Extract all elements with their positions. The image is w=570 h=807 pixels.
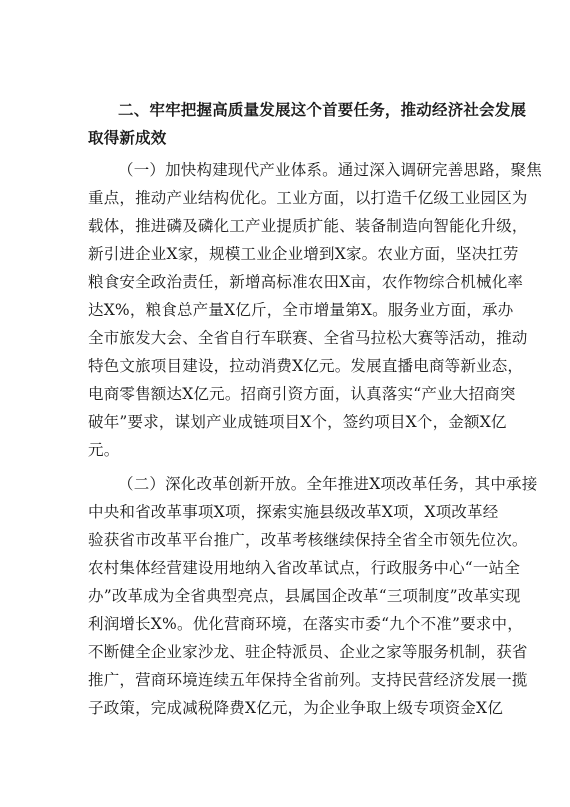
paragraph-line: 全市旅发大会、全省自行车联赛、全省马拉松大赛等活动，推动 — [88, 329, 528, 347]
paragraph-line: 达X%，粮食总产量X亿斤，全市增量第X。服务业方面，承办 — [88, 301, 514, 319]
paragraph-line: （一）加快构建现代产业体系。通过深入调研完善思路，聚焦 — [118, 161, 542, 179]
paragraph-line: 推广，营商环境连续五年保持全省前列。支持民营经济发展一揽 — [88, 671, 528, 689]
paragraph-line: 粮食安全政治责任，新增高标准农田X亩，农作物综合机械化率 — [88, 273, 524, 291]
paragraph-line: 验获省市改革平台推广，改革考核继续保持全省全市领先位次。 — [88, 531, 528, 549]
paragraph-reform-opening — [88, 470, 538, 722]
paragraph-line: 特色文旅项目建设，拉动消费X亿元。发展直播电商等新业态， — [88, 357, 524, 375]
paragraph-line: 电商零售额达X亿元。招商引资方面，认真落实“产业大招商突 — [88, 385, 516, 403]
paragraph-line: 不断健全企业家沙龙、驻企特派员、企业之家等服务机制，获省 — [88, 643, 528, 661]
paragraph-line: 中央和省改革事项X项，探索实施县级改革X项，X项改革经 — [88, 503, 499, 521]
heading-line-1: 二、牢牢把握高质量发展这个首要任务，推动经济社会发展 — [118, 100, 527, 119]
paragraph-line: 破年”要求，谋划产业成链项目X个，签约项目X个，金额X亿 — [88, 413, 507, 431]
paragraph-line: 重点，推动产业结构优化。工业方面，以打造千亿级工业园区为 — [88, 189, 528, 207]
section-heading — [88, 96, 527, 152]
paragraph-line: 新引进企业X家，规模工业企业增到X家。农业方面，坚决扛劳 — [88, 245, 519, 263]
paragraph-industry-system — [88, 156, 542, 464]
paragraph-line: 利润增长X%。优化营商环境，在落实市委“九个不准”要求中， — [88, 615, 523, 633]
paragraph-line: （二）深化改革创新开放。全年推进X项改革任务，其中承接 — [118, 475, 538, 493]
paragraph-line: 农村集体经营建设用地纳入省改革试点，行政服务中心“一站全 — [88, 559, 521, 577]
paragraph-line: 元。 — [88, 441, 120, 459]
document-page — [88, 96, 542, 722]
paragraph-line: 子政策，完成减税降费X亿元，为企业争取上级专项资金X亿 — [88, 699, 503, 717]
paragraph-line: 载体，推进磷及磷化工产业提质扩能、装备制造向智能化升级， — [88, 217, 528, 235]
heading-line-2: 取得新成效 — [88, 128, 167, 147]
paragraph-line: 办”改革成为全省典型亮点，县属国企改革“三项制度”改革实现 — [88, 587, 521, 605]
